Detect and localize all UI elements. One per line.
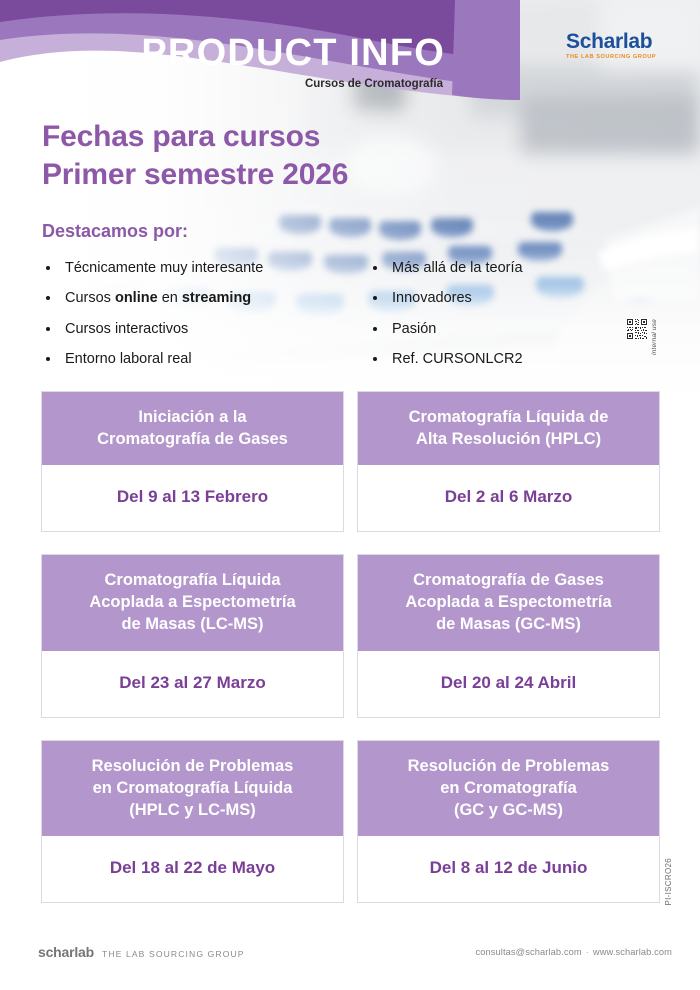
course-card-date: Del 23 al 27 Marzo bbox=[119, 672, 266, 692]
bullet-dot-icon bbox=[46, 357, 50, 361]
list-item-middle: en bbox=[157, 290, 182, 307]
footer-website[interactable]: www.scharlab.com bbox=[592, 947, 672, 957]
bullet-dot-icon bbox=[46, 296, 50, 300]
course-card-date: Del 9 al 13 Febrero bbox=[116, 487, 269, 507]
list-item bbox=[42, 258, 335, 280]
course-title-line: Cromatografía Líquida bbox=[104, 571, 281, 590]
footer-email[interactable]: consultas@scharlab.com bbox=[475, 947, 582, 957]
list-item-prefix: Cursos bbox=[65, 290, 115, 307]
qr-code-icon bbox=[626, 318, 648, 340]
course-title-line: Cromatografía de Gases bbox=[97, 430, 288, 449]
list-item-label: Entorno laboral real bbox=[65, 350, 192, 367]
highlights-list bbox=[42, 258, 662, 379]
course-card-title bbox=[358, 741, 659, 836]
list-item bbox=[42, 349, 335, 371]
list-item-label: Cursos interactivos bbox=[65, 320, 189, 337]
course-title-line: (HPLC y LC-MS) bbox=[129, 800, 256, 819]
course-title-line: Resolución de Problemas bbox=[407, 756, 610, 775]
course-card-title bbox=[42, 741, 343, 836]
page-title bbox=[42, 118, 462, 195]
list-item bbox=[369, 258, 662, 280]
footer-logo-tagline: THE LAB SOURCING GROUP bbox=[102, 949, 245, 959]
course-card[interactable] bbox=[357, 740, 660, 903]
course-card[interactable] bbox=[41, 554, 344, 717]
highlights-list-right bbox=[369, 258, 662, 379]
bullet-dot-icon bbox=[373, 296, 377, 300]
course-title-line: de Masas (LC-MS) bbox=[121, 615, 264, 634]
product-info-subtitle: Cursos de Cromatografía bbox=[304, 78, 443, 90]
list-item-label: Ref. CURSONLCR2 bbox=[392, 350, 523, 367]
list-item-label: Innovadores bbox=[392, 290, 472, 307]
course-card[interactable] bbox=[41, 391, 344, 532]
course-title-line: Acoplada a Espectometría bbox=[89, 593, 296, 612]
footer-separator: · bbox=[585, 947, 589, 957]
course-card[interactable] bbox=[41, 740, 344, 903]
list-item bbox=[42, 288, 335, 310]
course-card-title bbox=[358, 555, 659, 650]
list-item bbox=[369, 349, 662, 371]
list-item bbox=[42, 319, 335, 341]
course-card[interactable] bbox=[357, 391, 660, 532]
product-info-title: PRODUCT INFO bbox=[141, 32, 445, 74]
course-title-line: Cromatografía de Gases bbox=[413, 571, 604, 590]
course-title-line: en Cromatografía Líquida bbox=[92, 778, 293, 797]
footer-brand bbox=[38, 944, 245, 960]
course-card-title bbox=[358, 392, 659, 465]
course-title-line: Acoplada a Espectometría bbox=[405, 593, 612, 612]
course-card-date: Del 20 al 24 Abril bbox=[440, 672, 577, 692]
highlights-subtitle: Destacamos por: bbox=[42, 221, 189, 241]
footer-contact bbox=[475, 947, 672, 957]
course-card-date: Del 8 al 12 de Junio bbox=[429, 857, 588, 877]
bullet-dot-icon bbox=[373, 327, 377, 331]
list-item-bold-online: online bbox=[114, 290, 158, 307]
course-card-date: Del 2 al 6 Marzo bbox=[444, 487, 573, 507]
footer-logo-wordmark: scharlab bbox=[38, 944, 94, 960]
internal-use-label: internal use bbox=[651, 319, 658, 356]
list-item-label: Técnicamente muy interesante bbox=[65, 260, 264, 276]
course-title-line: Iniciación a la bbox=[138, 408, 247, 426]
scharlab-logo bbox=[566, 31, 686, 60]
bullet-dot-icon bbox=[373, 266, 377, 270]
course-title-line: de Masas (GC-MS) bbox=[436, 615, 581, 634]
list-item-bold-streaming: streaming bbox=[181, 290, 252, 307]
list-item bbox=[369, 288, 662, 310]
scharlab-logo-tagline: THE LAB SOURCING GROUP bbox=[566, 54, 657, 60]
course-title-line: Resolución de Problemas bbox=[91, 756, 294, 775]
list-item-label: Pasión bbox=[392, 320, 437, 337]
page-title-line-2: Primer semestre 2026 bbox=[42, 158, 349, 192]
course-cards-grid bbox=[41, 391, 660, 903]
page-title-line-1: Fechas para cursos bbox=[42, 120, 321, 153]
course-card[interactable] bbox=[357, 554, 660, 717]
bullet-dot-icon bbox=[373, 357, 377, 361]
course-title-line: Alta Resolución (HPLC) bbox=[415, 430, 602, 449]
list-item bbox=[369, 319, 662, 341]
course-card-title bbox=[42, 555, 343, 650]
course-card-title bbox=[42, 392, 343, 465]
list-item-label: Más allá de la teoría bbox=[392, 260, 523, 276]
course-card-date: Del 18 al 22 de Mayo bbox=[109, 857, 276, 877]
course-title-line: (GC y GC-MS) bbox=[453, 800, 564, 819]
document-reference-code: PI-ISCRO26 bbox=[664, 858, 673, 906]
course-title-line: en Cromatografía bbox=[440, 778, 577, 797]
bullet-dot-icon bbox=[46, 327, 50, 331]
footer bbox=[0, 944, 700, 966]
highlights-list-left bbox=[42, 258, 335, 379]
bullet-dot-icon bbox=[46, 266, 50, 270]
scharlab-logo-wordmark: Scharlab bbox=[566, 30, 653, 53]
internal-use-marker bbox=[626, 318, 658, 355]
course-title-line: Cromatografía Líquida de bbox=[408, 408, 609, 426]
